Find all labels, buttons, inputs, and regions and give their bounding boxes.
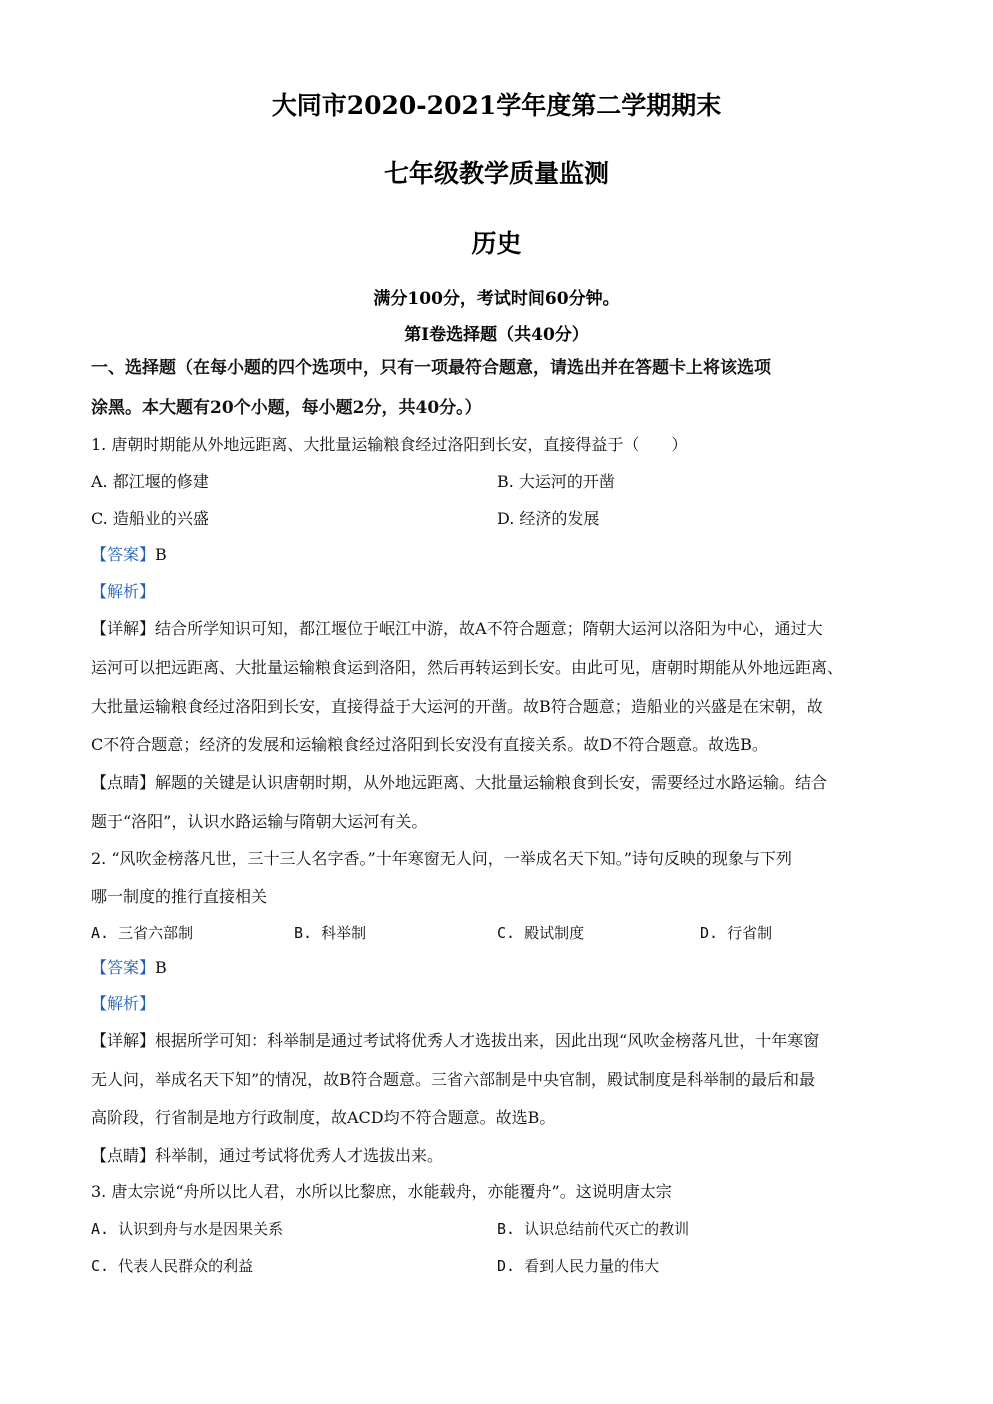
q2-detail-line-3: 高阶段，行省制是地方行政制度，故ACD均不符合题意。故选B。 — [91, 1108, 556, 1127]
subject-title: 历史 — [471, 229, 522, 258]
q1-tip-line-2: 题于“洛阳”，认识水路运输与隋朝大运河有关。 — [91, 812, 428, 831]
q2-tip-text: 科举制，通过考试将优秀人才选拔出来。 — [155, 1146, 444, 1165]
instructions-line-2: 涂黑。本大题有20个小题，每小题2分，共40分。） — [91, 398, 482, 418]
q2-stem-line-1: 2. “风吹金榜落凡世，三十三人名字香。”十年寒窗无人问，一举成名天下知。”诗句反映的现象与下列 — [91, 849, 792, 868]
q2-stem-line-2: 哪一制度的推行直接相关 — [91, 887, 268, 906]
q1-detail-line-4: C不符合题意；经济的发展和运输粮食经过洛阳到长安没有直接关系。故D不符合题意。故选B。 — [91, 735, 768, 754]
q1-detail-text-1: 结合所学知识可知，都江堰位于岷江中游，故A不符合题意；隋朝大运河以洛阳为中心，通过大 — [155, 619, 823, 638]
q3-option-b: B. 认识总结前代灭亡的教训 — [497, 1220, 690, 1238]
q2-answer-value: B — [155, 958, 167, 977]
q1-analysis-label: 【解析】 — [91, 582, 156, 601]
section-title: 第Ⅰ卷选择题（共40分） — [404, 325, 589, 345]
q1-answer-label: 【答案】 — [91, 545, 156, 564]
q2-answer — [91, 957, 911, 979]
q1-stem: 1. 唐朝时期能从外地远距离、大批量运输粮食经过洛阳到长安，直接得益于（ ） — [91, 435, 688, 454]
q2-tip — [91, 1145, 911, 1167]
q1-option-d: D. 经济的发展 — [497, 509, 600, 528]
q3-option-a: A. 认识到舟与水是因果关系 — [91, 1220, 284, 1238]
q3-stem: 3. 唐太宗说“舟所以比人君，水所以比黎庶，水能载舟，亦能覆舟”。这说明唐太宗 — [91, 1182, 672, 1201]
q2-detail-line-2: 无人问，举成名天下知”的情况，故B符合题意。三省六部制是中央官制，殿试制度是科举制的最后和最 — [91, 1070, 815, 1089]
q2-analysis — [91, 993, 911, 1015]
score-info: 满分100分，考试时间60分钟。 — [373, 289, 620, 309]
q1-tip-label: 【点睛】 — [91, 773, 156, 792]
q2-tip-label: 【点睛】 — [91, 1146, 156, 1165]
q2-option-a: A. 三省六部制 — [91, 924, 194, 942]
q2-detail-label: 【详解】 — [91, 1031, 156, 1050]
q1-option-b: B. 大运河的开凿 — [497, 472, 615, 491]
exam-subtitle: 七年级教学质量监测 — [383, 159, 609, 188]
q2-option-d: D. 行省制 — [700, 924, 773, 942]
q1-answer-value: B — [155, 545, 167, 564]
q1-answer — [91, 544, 911, 566]
q1-detail-label: 【详解】 — [91, 619, 156, 638]
q2-option-c: C. 殿试制度 — [497, 924, 585, 942]
q3-option-d: D. 看到人民力量的伟大 — [497, 1257, 660, 1275]
instructions-line-1: 一、选择题（在每小题的四个选项中，只有一项最符合题意，请选出并在答题卡上将该选项 — [91, 358, 771, 378]
q2-option-b: B. 科举制 — [294, 924, 367, 942]
q1-tip-text-1: 解题的关键是认识唐朝时期，从外地远距离、大批量运输粮食到长安，需要经过水路运输。结合 — [155, 773, 828, 792]
q1-detail-line-3: 大批量运输粮食经过洛阳到长安，直接得益于大运河的开凿。故B符合题意；造船业的兴盛是在宋朝，故 — [91, 697, 823, 716]
q1-option-a: A. 都江堰的修建 — [91, 472, 209, 491]
q2-answer-label: 【答案】 — [91, 958, 156, 977]
q2-detail-line-1 — [91, 1030, 911, 1052]
q1-tip-line-1 — [91, 772, 911, 794]
q3-option-c: C. 代表人民群众的利益 — [91, 1257, 254, 1275]
exam-title: 大同市2020-2021学年度第二学期期末 — [271, 91, 722, 120]
q1-detail-line-1 — [91, 618, 911, 640]
q1-option-c: C. 造船业的兴盛 — [91, 509, 209, 528]
q2-analysis-label: 【解析】 — [91, 994, 156, 1013]
q2-detail-text-1: 根据所学可知：科举制是通过考试将优秀人才选拔出来，因此出现“风吹金榜落凡世，十年寒窗 — [155, 1031, 820, 1050]
q1-detail-line-2: 运河可以把远距离、大批量运输粮食运到洛阳，然后再转运到长安。由此可见，唐朝时期能从外地远距离、 — [91, 658, 844, 677]
q1-analysis — [91, 581, 911, 603]
